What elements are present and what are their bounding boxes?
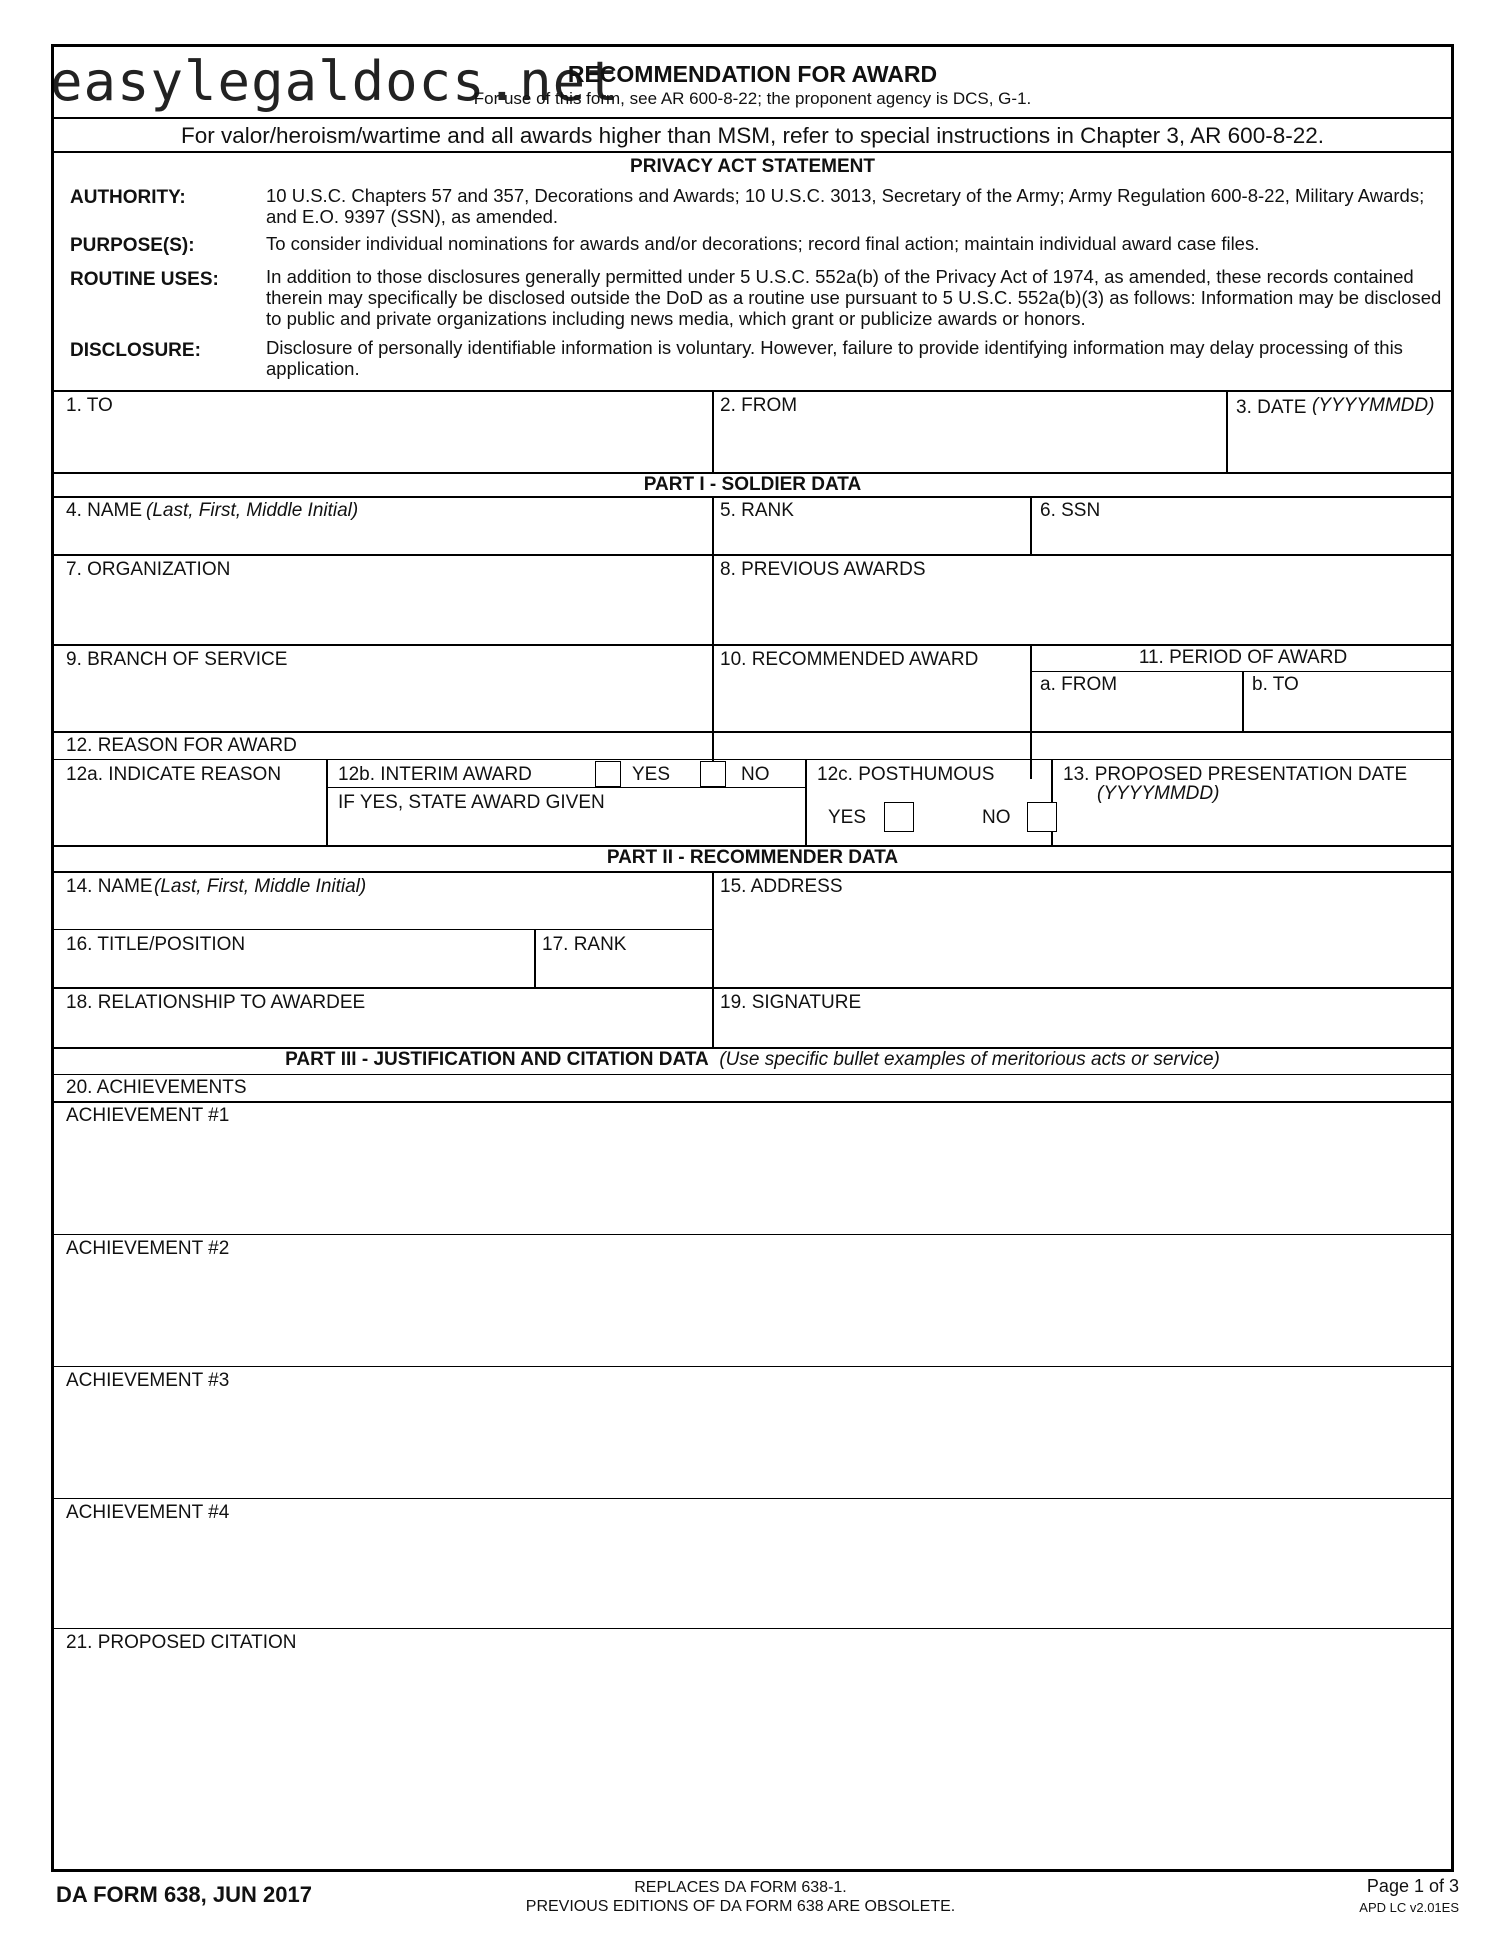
- privacy-heading: PRIVACY ACT STATEMENT: [630, 156, 875, 177]
- posthumous-no-label: NO: [982, 807, 1011, 828]
- disclosure-label: DISCLOSURE:: [70, 340, 201, 361]
- achievement-3-label: ACHIEVEMENT #3: [66, 1370, 230, 1391]
- proposed-citation-field[interactable]: [54, 1630, 1454, 1870]
- proposed-citation-label: 21. PROPOSED CITATION: [66, 1632, 297, 1653]
- to-field[interactable]: [54, 392, 712, 472]
- part3-heading: [54, 1049, 1451, 1071]
- previous-awards-label: 8. PREVIOUS AWARDS: [720, 559, 926, 580]
- organization-field[interactable]: [54, 556, 712, 644]
- achievement-4-label: ACHIEVEMENT #4: [66, 1502, 230, 1523]
- presentation-date-format: (YYYYMMDD): [1097, 783, 1220, 804]
- interim-award-given-field[interactable]: [328, 789, 805, 845]
- achievement-1-label: ACHIEVEMENT #1: [66, 1105, 230, 1126]
- special-instruction: For valor/heroism/wartime and all awards higher than MSM, refer to special instructions in Chapter 3, AR 600-8-22.: [180, 123, 1324, 148]
- achievement-2-field[interactable]: [54, 1236, 1454, 1366]
- from-field[interactable]: [714, 392, 1226, 472]
- part3-note: (Use specific bullet examples of meritorious acts or service): [719, 1049, 1220, 1070]
- date-label: 3. DATE: [1236, 397, 1307, 418]
- rank-label: 5. RANK: [720, 500, 794, 521]
- recommender-name-label: 14. NAME: [66, 876, 153, 897]
- recommender-name-format: (Last, First, Middle Initial): [154, 876, 367, 897]
- from-label: 2. FROM: [720, 395, 798, 416]
- relationship-label: 18. RELATIONSHIP TO AWARDEE: [66, 992, 366, 1013]
- presentation-date-field[interactable]: [1053, 761, 1454, 845]
- authority-label: AUTHORITY:: [70, 187, 186, 208]
- name-field[interactable]: [54, 497, 712, 554]
- interim-award-label: 12b. INTERIM AWARD: [338, 764, 532, 785]
- posthumous-yes-checkbox[interactable]: [884, 802, 914, 832]
- award-form: [51, 44, 1454, 1872]
- previous-awards-field[interactable]: [714, 556, 1454, 644]
- achievements-label: 20. ACHIEVEMENTS: [66, 1077, 247, 1098]
- part3-title: PART III - JUSTIFICATION AND CITATION DATA: [285, 1049, 709, 1070]
- presentation-date-label: 13. PROPOSED PRESENTATION DATE: [1063, 764, 1408, 785]
- interim-no-checkbox[interactable]: [700, 761, 726, 787]
- achievement-1-field[interactable]: [54, 1103, 1454, 1233]
- purpose-label: PURPOSE(S):: [70, 235, 195, 256]
- interim-yes-checkbox[interactable]: [595, 761, 621, 787]
- organization-label: 7. ORGANIZATION: [66, 559, 231, 580]
- to-label: 1. TO: [66, 395, 113, 416]
- recommender-rank-field[interactable]: [536, 931, 712, 987]
- ssn-label: 6. SSN: [1040, 500, 1101, 521]
- name-label: 4. NAME: [66, 500, 143, 521]
- indicate-reason-field[interactable]: [54, 761, 326, 845]
- name-format: (Last, First, Middle Initial): [146, 500, 359, 521]
- posthumous-yes-label: YES: [828, 807, 867, 828]
- achievement-4-field[interactable]: [54, 1500, 1454, 1628]
- title-position-label: 16. TITLE/POSITION: [66, 934, 246, 955]
- recommended-award-label: 10. RECOMMENDED AWARD: [720, 649, 979, 670]
- branch-label: 9. BRANCH OF SERVICE: [66, 649, 288, 670]
- part1-heading: PART I - SOLDIER DATA: [643, 474, 862, 495]
- branch-field[interactable]: [54, 646, 712, 731]
- period-to-label: b. TO: [1252, 674, 1299, 695]
- disclosure-text: Disclosure of personally identifiable information is voluntary. However, failure to provide identifying information may delay processing of this application.: [266, 337, 1403, 379]
- address-label: 15. ADDRESS: [720, 876, 843, 897]
- form-id: DA FORM 638, JUN 2017: [56, 1882, 312, 1907]
- rank-field[interactable]: [714, 497, 1030, 554]
- replaces-note: REPLACES DA FORM 638-1.: [634, 1879, 847, 1896]
- watermark: easylegaldocs.net: [50, 50, 620, 113]
- interim-no-label: NO: [741, 764, 770, 785]
- interim-yes-label: YES: [632, 764, 671, 785]
- period-from-field[interactable]: [1032, 673, 1242, 731]
- interim-award-given-label: IF YES, STATE AWARD GIVEN: [338, 792, 605, 813]
- period-of-award-label: 11. PERIOD OF AWARD: [1138, 647, 1348, 668]
- form-subtitle: For use of this form, see AR 600-8-22; the proponent agency is DCS, G-1.: [473, 89, 1032, 108]
- posthumous-label: 12c. POSTHUMOUS: [817, 764, 995, 785]
- routine-uses-label: ROUTINE USES:: [70, 269, 219, 290]
- recommender-rank-label: 17. RANK: [542, 934, 627, 955]
- relationship-field[interactable]: [54, 989, 712, 1047]
- period-from-label: a. FROM: [1040, 674, 1118, 695]
- address-field[interactable]: [714, 873, 1454, 987]
- achievement-3-field[interactable]: [54, 1368, 1454, 1498]
- ssn-field[interactable]: [1032, 497, 1454, 554]
- date-field[interactable]: [1228, 392, 1454, 472]
- purpose-text: To consider individual nominations for awards and/or decorations; record final action; maintain individual award case files.: [266, 233, 1260, 254]
- obsolete-note: PREVIOUS EDITIONS OF DA FORM 638 ARE OBSOLETE.: [525, 1898, 956, 1915]
- achievement-2-label: ACHIEVEMENT #2: [66, 1238, 230, 1259]
- period-to-field[interactable]: [1244, 673, 1454, 731]
- recommended-award-field[interactable]: [714, 646, 1030, 731]
- form-title: RECOMMENDATION FOR AWARD: [567, 61, 938, 87]
- signature-label: 19. SIGNATURE: [720, 992, 862, 1013]
- routine-uses-text: In addition to those disclosures generally permitted under 5 U.S.C. 552a(b) of the Privacy Act of 1974, as amended, these records contained therein may specifically be disclosed outside the DoD as a routine use pursuant to 5 U.S.C. 552a(b)(3) as follows: Information may be disclosed to public and private organizations including news media, which grant or publicize awards or honors.: [266, 266, 1442, 329]
- authority-text: 10 U.S.C. Chapters 57 and 357, Decorations and Awards; 10 U.S.C. 3013, Secretary of the Army; Army Regulation 600-8-22, Military Awards; and E.O. 9397 (SSN), as amended.: [266, 185, 1425, 227]
- date-format: (YYYYMMDD): [1312, 395, 1435, 416]
- version-label: APD LC v2.01ES: [1359, 1900, 1459, 1915]
- part2-heading: PART II - RECOMMENDER DATA: [606, 847, 899, 868]
- reason-label: 12. REASON FOR AWARD: [66, 735, 297, 756]
- title-position-field[interactable]: [54, 931, 534, 987]
- signature-field[interactable]: [714, 989, 1454, 1047]
- page-number: Page 1 of 3: [1366, 1876, 1459, 1896]
- indicate-reason-label: 12a. INDICATE REASON: [66, 764, 282, 785]
- recommender-name-field[interactable]: [54, 873, 712, 929]
